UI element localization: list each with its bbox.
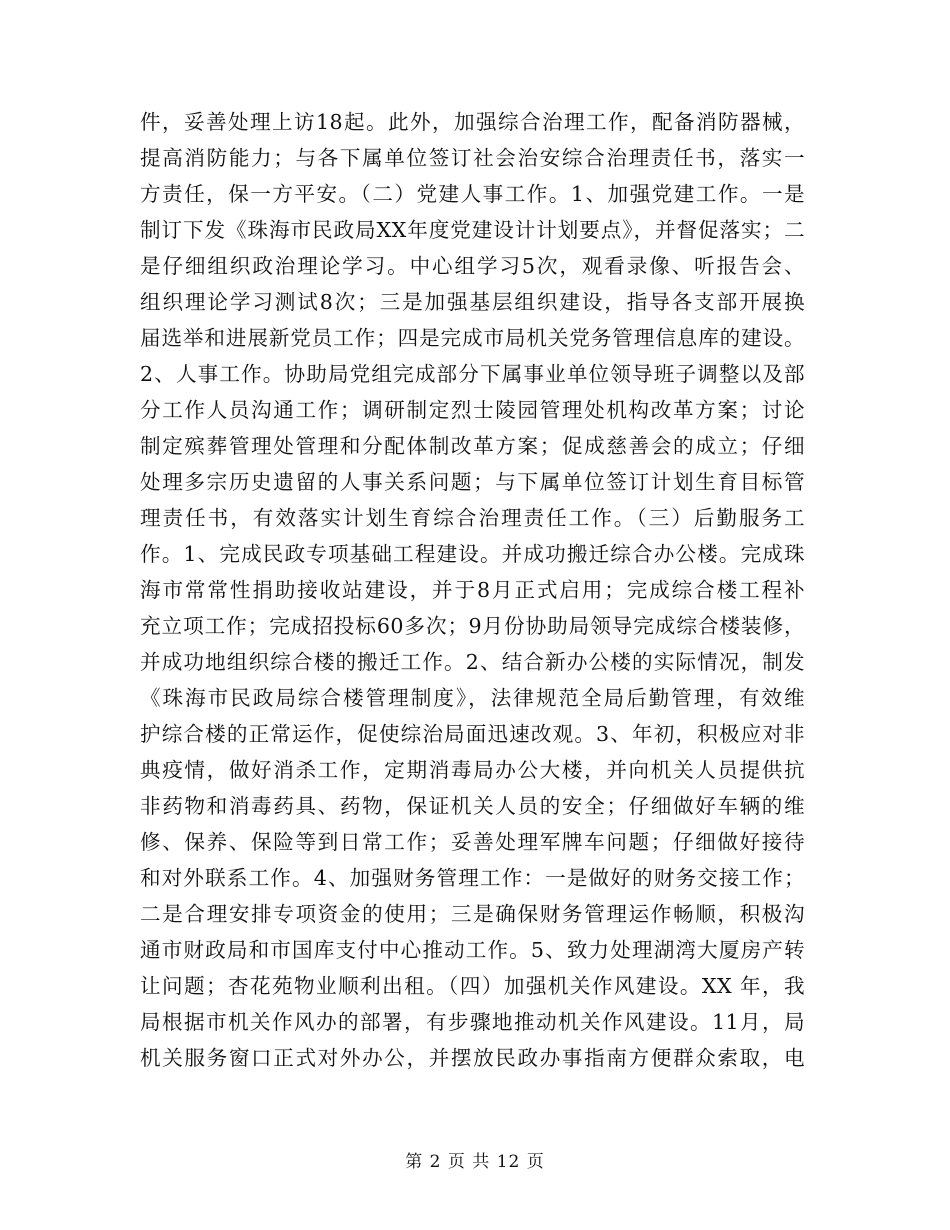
text-line: 二是合理安排专项资金的使用；三是确保财务管理运作畅顺，积极沟 [140, 902, 805, 926]
text-line: 制订下发《珠海市民政局XX年度党建设计计划要点》，并督促落实；二 [140, 218, 805, 242]
text-line: 让问题；杏花苑物业顺利出租。（四）加强机关作风建设。XX 年，我 [140, 974, 805, 998]
document-body [140, 104, 805, 1076]
text-line: 提高消防能力；与各下属单位签订社会治安综合治理责任书，落实一 [140, 146, 805, 170]
text-line: 2、人事工作。协助局党组完成部分下属事业单位领导班子调整以及部 [140, 362, 805, 386]
text-line: 方责任，保一方平安。（二）党建人事工作。1、加强党建工作。一是 [140, 182, 805, 206]
page-footer [0, 1150, 950, 1174]
text-line: 非药物和消毒药具、药物，保证机关人员的安全；仔细做好车辆的维 [140, 794, 805, 818]
text-line: 并成功地组织综合楼的搬迁工作。2、结合新办公楼的实际情况，制发 [140, 650, 805, 674]
text-line: 组织理论学习测试8次；三是加强基层组织建设，指导各支部开展换 [140, 290, 805, 314]
text-line: 作。1、完成民政专项基础工程建设。并成功搬迁综合办公楼。完成珠 [140, 542, 805, 566]
text-line: 制定殡葬管理处管理和分配体制改革方案；促成慈善会的成立；仔细 [140, 434, 805, 458]
text-line: 通市财政局和市国库支付中心推动工作。5、致力处理湖湾大厦房产转 [140, 938, 805, 962]
page-number-label: 第 2 页 共 12 页 [405, 1152, 545, 1172]
text-line: 件，妥善处理上访18起。此外，加强综合治理工作，配备消防器械， [140, 110, 805, 134]
text-line: 《珠海市民政局综合楼管理制度》，法律规范全局后勤管理，有效维 [140, 686, 805, 710]
text-line: 海市常常性捐助接收站建设，并于8月正式启用；完成综合楼工程补 [140, 578, 805, 602]
text-line: 修、保养、保险等到日常工作；妥善处理军牌车问题；仔细做好接待 [140, 830, 805, 854]
text-line: 是仔细组织政治理论学习。中心组学习5次，观看录像、听报告会、 [140, 254, 805, 278]
text-line: 分工作人员沟通工作；调研制定烈士陵园管理处机构改革方案；讨论 [140, 398, 805, 422]
text-line: 机关服务窗口正式对外办公，并摆放民政办事指南方便群众索取，电 [140, 1046, 805, 1070]
text-line: 和对外联系工作。4、加强财务管理工作：一是做好的财务交接工作； [140, 866, 805, 890]
text-line: 理责任书，有效落实计划生育综合治理责任工作。（三）后勤服务工 [140, 506, 805, 530]
text-line: 护综合楼的正常运作，促使综治局面迅速改观。3、年初，积极应对非 [140, 722, 805, 746]
text-line: 届选举和进展新党员工作；四是完成市局机关党务管理信息库的建设。 [140, 326, 805, 350]
text-line: 处理多宗历史遗留的人事关系问题；与下属单位签订计划生育目标管 [140, 470, 805, 494]
text-line: 典疫情，做好消杀工作，定期消毒局办公大楼，并向机关人员提供抗 [140, 758, 805, 782]
text-line: 局根据市机关作风办的部署，有步骤地推动机关作风建设。11月，局 [140, 1010, 805, 1034]
text-line: 充立项工作；完成招投标60多次；9月份协助局领导完成综合楼装修， [140, 614, 805, 638]
